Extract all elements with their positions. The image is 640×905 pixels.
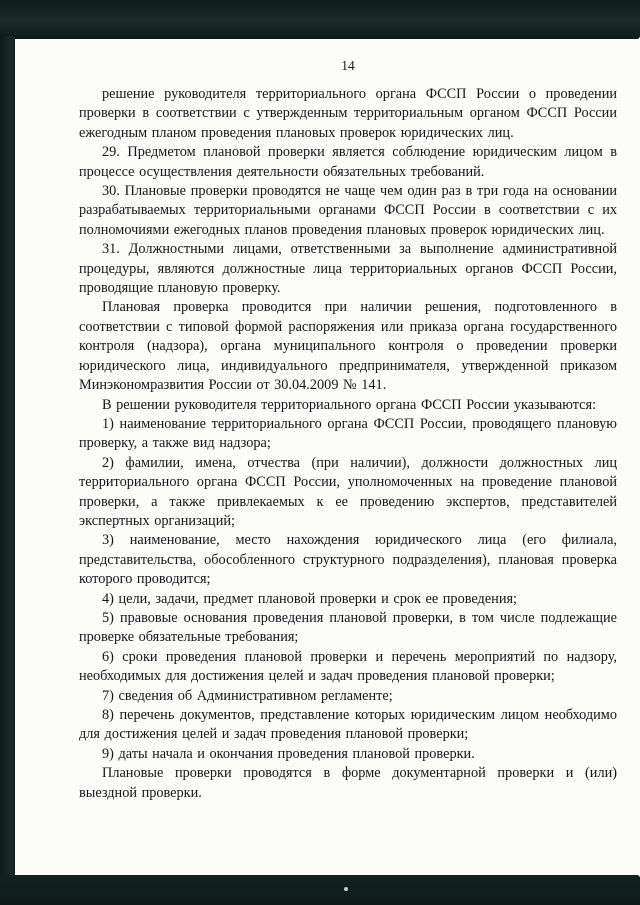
scan-border-top	[0, 0, 640, 39]
scan-border-left	[0, 36, 15, 879]
list-item-5: 5) правовые основания проведения плановой проверки, в том числе подлежащие проверке обязательные требования;	[79, 609, 617, 646]
paragraph-closing: Плановые проверки проводятся в форме документарной проверки и (или) выездной проверки.	[79, 765, 617, 801]
list-item-9: 9) даты начала и окончания проведения плановой проверки.	[102, 745, 475, 762]
paragraph-31: 31. Должностными лицами, ответственными за выполнение административной процедуры, являются должностные лица территориальных органов ФССП России, проводящие плановую проверку.	[79, 241, 617, 297]
paragraph-continuation: решение руководителя территориального органа ФССП России о проведении проверки в соответствии с утвержденным территориальным органом ФССП России ежегодным планом проведения плановых проверок юридических лиц.	[79, 86, 617, 141]
paragraph-planned-check: Плановая проверка проводится при наличии решения, подготовленного в соответствии с типовой формой распоряжения или приказа органа государственного контроля (надзора), органа муниципального контроля о проведении проверки юридического лица, индивидуального предпринимателя, утвержденной приказом Минэкономразвития России от 30.04.2009 № 141.	[79, 299, 617, 394]
page-content	[79, 57, 617, 803]
list-item-4: 4) цели, задачи, предмет плановой проверки и срок ее проведения;	[102, 590, 518, 607]
list-item-8: 8) перечень документов, представление которых юридическим лицом необходимо для достижения целей и задач проведения плановой проверки;	[79, 707, 617, 743]
list-item-6: 6) сроки проведения плановой проверки и перечень мероприятий по надзору, необходимых для достижения целей и задач проведения плановой проверки;	[79, 648, 617, 685]
scan-border-bottom	[0, 875, 640, 905]
list-item-7: 7) сведения об Административном регламенте;	[102, 687, 393, 704]
scan-artifact-dot	[344, 887, 348, 891]
list-item-3: 3) наименование, место нахождения юридического лица (его филиала, представительства, обособленного структурного подразделения), плановая проверка которого проводится;	[79, 532, 617, 588]
list-item-2: 2) фамилии, имена, отчества (при наличии), должности должностных лиц территориального органа ФССП России, уполномоченных на проведение плановой проверки, а также привлекаемых к ее проведению экспертов, представителей экспертных организаций;	[79, 454, 617, 529]
paragraph-decision-intro: В решении руководителя территориального органа ФССП России указываются:	[102, 396, 597, 413]
paragraph-29: 29. Предметом плановой проверки является соблюдение юридическим лицом в процессе осуществления деятельности обязательных требований.	[79, 144, 617, 180]
paragraph-30: 30. Плановые проверки проводятся не чаще чем один раз в три года на основании разрабатываемых территориальными органами ФССП России в соответствии с их полномочиями ежегодных планов проведения плановых проверок юридических лиц.	[79, 183, 617, 238]
page-number: 14	[341, 58, 355, 73]
list-item-1: 1) наименование территориального органа ФССП России, проводящего плановую проверку, а также вид надзора;	[79, 415, 617, 452]
